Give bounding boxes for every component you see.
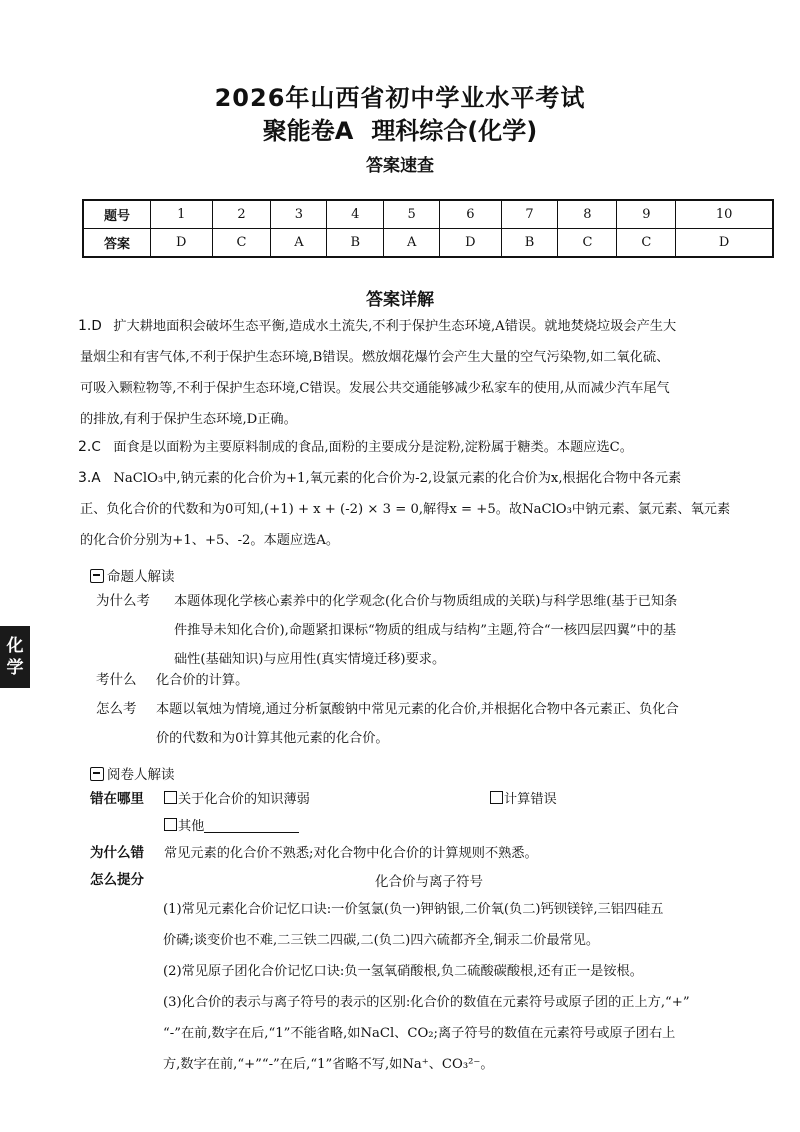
- what-label: 考什么: [96, 672, 137, 688]
- question-answer: C: [91, 439, 101, 455]
- grader-heading-text: 阅卷人解读: [107, 767, 175, 783]
- subject-name: 理科综合(化学): [371, 117, 538, 145]
- option-other[interactable]: [164, 812, 299, 841]
- side-tab-char: 学: [6, 658, 24, 678]
- improve-label: 怎么提分: [90, 872, 144, 888]
- detail-title: 答案详解: [366, 290, 434, 310]
- how-line: 本题以氧烛为情境,通过分析氯酸钠中常见元素的化合价,并根据化合物中各元素正、负化合: [156, 702, 679, 717]
- question-explanation: [80, 432, 776, 463]
- paper-name: 聚能卷A: [262, 117, 354, 145]
- question-answer: D: [91, 318, 102, 334]
- question-number: 3.: [78, 470, 92, 486]
- explanation-line: 正、负化合价的代数和为0可知,(+1) + x + (-2) × 3 = 0,解得x = +5。故NaClO₃中钠元素、氯元素、氧元素: [80, 502, 731, 517]
- side-tab-char: 化: [6, 636, 24, 656]
- what-text: 化合价的计算。: [156, 673, 249, 688]
- explanation-line: [80, 463, 776, 494]
- exam-subtitle: [0, 111, 800, 146]
- answer-cell: D: [440, 229, 502, 258]
- grader-heading: [90, 763, 175, 783]
- setter-how-block: [96, 695, 776, 753]
- why-wrong-label: 为什么错: [90, 845, 144, 861]
- question-number: 2: [212, 200, 271, 229]
- answer-cell: B: [501, 229, 558, 258]
- option-label: 关于化合价的知识薄弱: [178, 792, 310, 807]
- question-number: 4: [327, 200, 384, 229]
- explanation-line: [80, 311, 776, 342]
- question-number: 6: [440, 200, 502, 229]
- tip-title: 化合价与离子符号: [375, 874, 483, 890]
- setter-why-block: [96, 587, 776, 674]
- answer-cell: C: [558, 229, 617, 258]
- subject-side-tab: [0, 626, 30, 688]
- tip-line: “-”在前,数字在后,“1”不能省略,如NaCl、CO₂;离子符号的数值在元素符号或原子团右上: [163, 1026, 676, 1041]
- question-number: 7: [501, 200, 558, 229]
- tip-line: 价磷;谈变价也不难,二三铁二四碳,二(负二)四六硫都齐全,铜汞二价最常见。: [163, 933, 600, 948]
- why-line: 本题体现化学核心素养中的化学观念(化合价与物质组成的关联)与科学思维(基于已知条: [174, 594, 678, 609]
- answer-cell: C: [617, 229, 676, 258]
- tip-line: (3)化合价的表示与离子符号的表示的区别:化合价的数值在元素符号或原子团的正上方,“+”: [163, 995, 690, 1010]
- explanation-text: NaClO₃中,钠元素的化合价为+1,氧元素的化合价为-2,设氯元素的化合价为x,根据化合物中各元素: [113, 471, 682, 486]
- question-answer: A: [91, 470, 101, 486]
- answer-table-answer-row: [83, 229, 773, 258]
- option-label: 计算错误: [504, 792, 557, 807]
- answer-cell: D: [151, 229, 213, 258]
- tip-line: (2)常见原子团化合价记忆口诀:负一氢氧硝酸根,负二硫酸碳酸根,还有正一是铵根。: [163, 964, 643, 979]
- checkbox[interactable]: [490, 791, 503, 804]
- explanation-text: 扩大耕地面积会破坏生态平衡,造成水土流失,不利于保护生态环境,A错误。就地焚烧垃圾会产生大: [113, 319, 677, 334]
- answer-cell: A: [384, 229, 440, 258]
- how-label: 怎么考: [96, 701, 137, 717]
- why-line: 件推导未知化合价),命题紧扣课标“物质的组成与结构”主题,符合“一核四层四翼”中的基: [174, 623, 677, 638]
- answer-cell: C: [212, 229, 271, 258]
- checkbox[interactable]: [164, 791, 177, 804]
- question-number: 10: [676, 200, 773, 229]
- document-icon: [90, 569, 104, 583]
- explanation-line: [80, 432, 776, 463]
- explanation-text: 面食是以面粉为主要原料制成的食品,面粉的主要成分是淀粉,淀粉属于糖类。本题应选C。: [113, 440, 633, 455]
- option-knowledge[interactable]: [164, 792, 310, 807]
- answer-cell: A: [271, 229, 327, 258]
- answer-row-label: 答案: [83, 229, 151, 258]
- explanation-line: 可吸入颗粒物等,不利于保护生态环境,C错误。发展公共交通能够减少私家车的使用,从而减少汽车尾气: [80, 381, 670, 396]
- where-wrong-row: [90, 785, 780, 814]
- why-label: 为什么考: [96, 593, 150, 609]
- tip-line: (1)常见元素化合价记忆口诀:一价氢氯(负一)钾钠银,二价氧(负二)钙钡镁锌,三铝四硅五: [163, 902, 664, 917]
- question-number: 5: [384, 200, 440, 229]
- question-number: 1.: [78, 318, 92, 334]
- question-explanation: [80, 463, 776, 556]
- question-number: 2.: [78, 439, 92, 455]
- tip-block: [163, 894, 777, 1080]
- setter-what-block: [96, 666, 776, 695]
- option-label: 其他: [178, 819, 205, 834]
- quick-check-title: 答案速查: [366, 156, 434, 176]
- number-row-label: 题号: [83, 200, 151, 229]
- document-icon: [90, 767, 104, 781]
- answer-table: [82, 199, 774, 258]
- how-line: 价的代数和为0计算其他元素的化合价。: [156, 731, 389, 746]
- answer-table-number-row: [83, 200, 773, 229]
- checkbox[interactable]: [164, 818, 177, 831]
- question-number: 8: [558, 200, 617, 229]
- tip-line: 方,数字在前,“+”“-”在后,“1”省略不写,如Na⁺、CO₃²⁻。: [163, 1057, 494, 1072]
- explanation-line: 的化合价分别为+1、+5、-2。本题应选A。: [80, 533, 340, 548]
- where-wrong-label: 错在哪里: [90, 791, 144, 807]
- answer-cell: B: [327, 229, 384, 258]
- why-line: 础性(基础知识)与应用性(真实情境迁移)要求。: [174, 652, 446, 667]
- setter-heading: [90, 565, 175, 585]
- why-wrong-text: 常见元素的化合价不熟悉;对化合物中化合价的计算规则不熟悉。: [164, 846, 538, 861]
- question-number: 1: [151, 200, 213, 229]
- question-number: 9: [617, 200, 676, 229]
- question-number: 3: [271, 200, 327, 229]
- why-wrong-row: [90, 839, 780, 868]
- question-explanation: [80, 311, 776, 435]
- setter-heading-text: 命题人解读: [107, 569, 175, 585]
- answer-cell: D: [676, 229, 773, 258]
- explanation-line: 量烟尘和有害气体,不利于保护生态环境,B错误。燃放烟花爆竹会产生大量的空气污染物,如二氧化硫、: [80, 350, 670, 365]
- fill-in-blank[interactable]: [204, 818, 299, 833]
- explanation-line: 的排放,有利于保护生态环境,D正确。: [80, 412, 297, 427]
- option-calculation[interactable]: [490, 785, 557, 814]
- exam-title: 2026年山西省初中学业水平考试: [214, 84, 586, 112]
